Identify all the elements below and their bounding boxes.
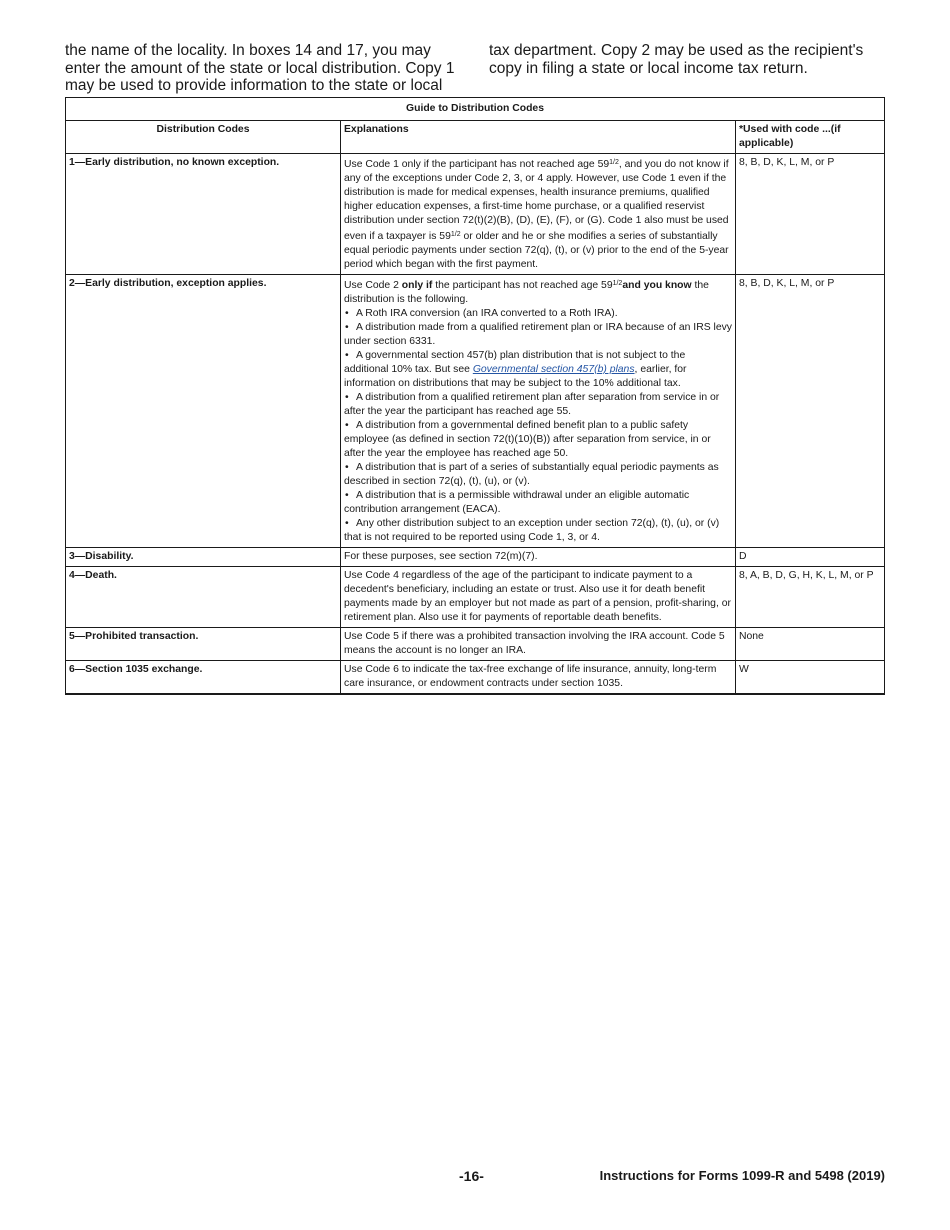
bullet-item: • A distribution that is part of a series of substantially equal periodic payments as described in section 72(q), (t), (u), or (v). (344, 461, 732, 489)
fraction: 1/2 (609, 159, 619, 166)
explanation-intro: Use Code 2 only if the participant has not reached age $59^{1/2}and$ you know the distribution is the following. (344, 280, 709, 305)
bullet-item: • A distribution from a qualified retirement plan after separation from service in or after the year the participant has reached age 55. (344, 391, 732, 419)
used-with-cell: 8, B, D, K, L, M, or P (736, 154, 885, 275)
code-cell: 6—Section 1035 exchange. (66, 661, 341, 695)
table-caption: Guide to Distribution Codes (66, 98, 885, 121)
table-row (66, 275, 885, 548)
used-with-cell: None (736, 628, 885, 661)
table-row (66, 628, 885, 661)
governmental-457b-link[interactable]: Governmental section 457(b) plans (472, 364, 635, 375)
bullet-item: • A Roth IRA conversion (an IRA converted to a Roth IRA). (344, 307, 732, 321)
table-row (66, 661, 885, 695)
code-cell: 3—Disability. (66, 548, 341, 567)
header-distribution-codes: Distribution Codes (66, 121, 341, 154)
code-cell: 2—Early distribution, exception applies. (66, 275, 341, 548)
explanation-cell (341, 275, 736, 548)
bullet-item: • A governmental section 457(b) plan distribution that is not subject to the additional 10% tax. But see Governmental section 457(b) plans, earlier, for information on distributions that may be subject to the 10% additional tax. (344, 349, 732, 391)
used-with-cell: 8, A, B, D, G, H, K, L, M, or P (736, 567, 885, 628)
explanation-cell: Use Code 5 if there was a prohibited transaction involving the IRA account. Code 5 means the account is no longer an IRA. (341, 628, 736, 661)
intro-left-column (65, 42, 465, 95)
code-cell: 4—Death. (66, 567, 341, 628)
used-with-cell: W (736, 661, 885, 695)
fraction: 1/2 (612, 280, 623, 287)
document-title: Instructions for Forms 1099-R and 5498 (2019) (599, 1168, 885, 1183)
explanation-cell: For these purposes, see section 72(m)(7). (341, 548, 736, 567)
distribution-codes-table (65, 97, 885, 695)
bullet-item: • Any other distribution subject to an exception under section 72(q), (t), (u), or (v) that is not required to be reported using Code 1, 3, or 4. (344, 517, 732, 545)
header-explanations: Explanations (341, 121, 736, 154)
intro-line: the name of the locality. In boxes 14 and 17, you may (65, 42, 431, 59)
explanation-cell: Use Code 6 to indicate the tax-free exchange of life insurance, annuity, long-term care insurance, or endowment contracts under section 1035. (341, 661, 736, 695)
bullet-item: • A distribution from a governmental defined benefit plan to a public safety employee (as defined in section 72(t)(10)(B)) after separation from service, in or after the year the employee has reached age 50. (344, 419, 732, 461)
explanation-cell: Use Code 1 only if the participant has not reached age $59^{1/2}$, and you do not know if any of the exceptions under Code 2, 3, or 4 apply. However, use Code 1 even if the distribution is made for medical expenses, health insurance premiums, qualified higher education expenses, a first-time home purchase, or a qualified reservist distribution under section 72(t)(2)(B), (D), (E), (F), or (G). Code 1 also must be used even if a taxpayer is $59^{1/2}$ or older and he or she modifies a series of substantially equal periodic payments under section 72(q), (t), or (v) prior to the end of the 5-year period which began with the first payment. (341, 154, 736, 275)
intro-right-column (489, 42, 889, 77)
code-cell: 1—Early distribution, no known exception. (66, 154, 341, 275)
used-with-cell: D (736, 548, 885, 567)
intro-line: tax department. Copy 2 may be used as the recipient's (489, 42, 864, 59)
intro-line: enter the amount of the state or local distribution. Copy 1 (65, 59, 455, 77)
table-row (66, 567, 885, 628)
bullet-item: • A distribution made from a qualified retirement plan or IRA because of an IRS levy under section 6331. (344, 321, 732, 349)
intro-line: copy in filing a state or local income tax return. (489, 59, 808, 77)
table-row (66, 154, 885, 275)
bullet-item: • A distribution that is a permissible withdrawal under an eligible automatic contribution arrangement (EACA). (344, 489, 732, 517)
intro-line: may be used to provide information to the state or local (65, 77, 443, 94)
page-number: -16- (459, 1168, 484, 1184)
explanation-cell: Use Code 4 regardless of the age of the participant to indicate payment to a decedent's beneficiary, including an estate or trust. Also use it for death benefit payments made by an employer but not made as part of a pension, profit-sharing, or retirement plan. Also use it for payments of reportable death benefits. (341, 567, 736, 628)
used-with-cell: 8, B, D, K, L, M, or P (736, 275, 885, 548)
table-row (66, 548, 885, 567)
fraction: 1/2 (450, 231, 461, 238)
header-used-with-code: *Used with code ...(if applicable) (736, 121, 885, 154)
code-cell: 5—Prohibited transaction. (66, 628, 341, 661)
